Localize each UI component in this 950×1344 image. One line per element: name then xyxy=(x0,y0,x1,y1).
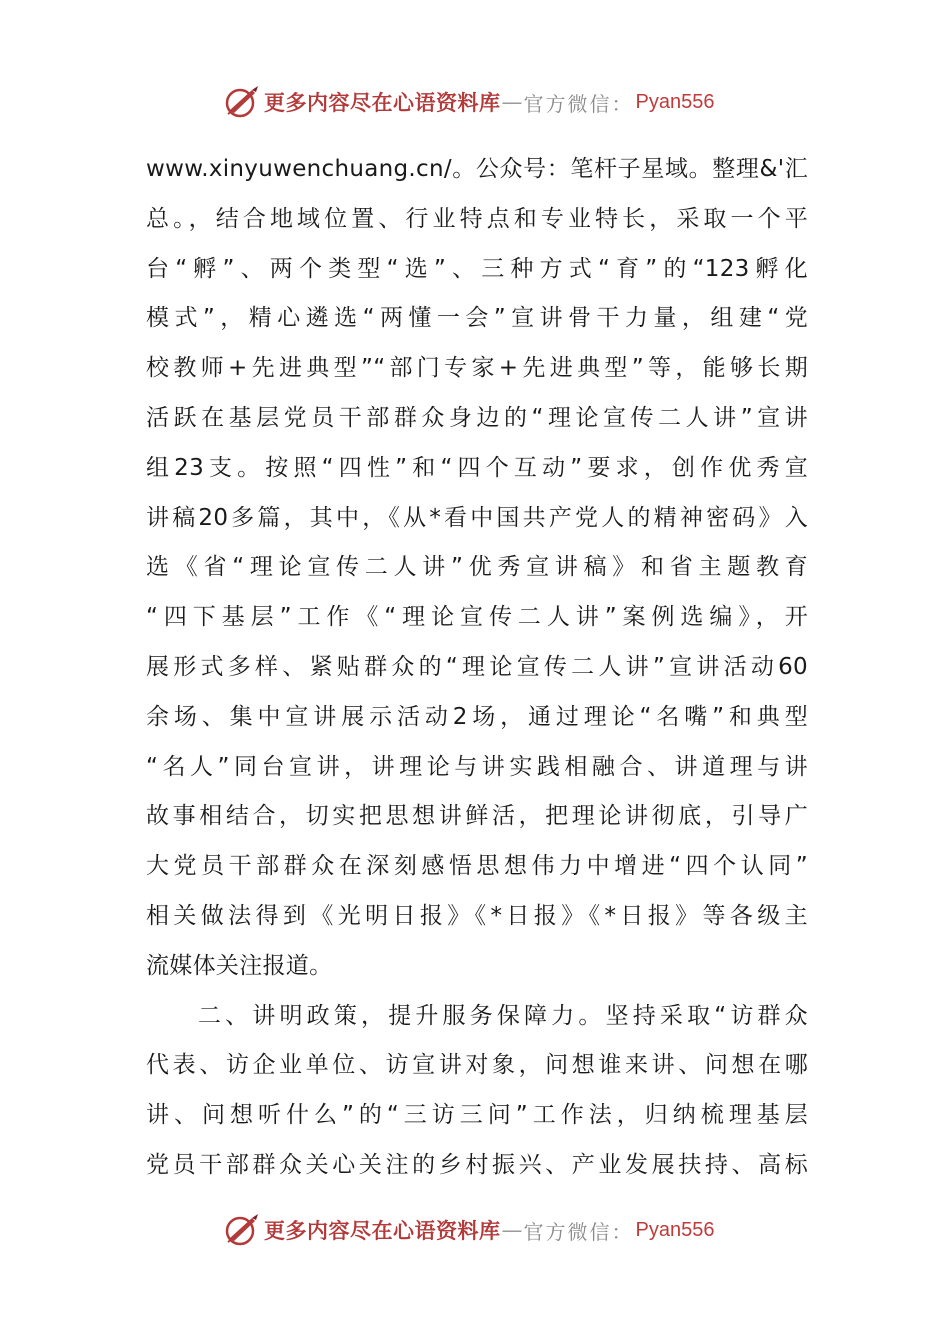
banner-sub-text: 官方微信： xyxy=(523,1219,634,1244)
header-banner xyxy=(222,82,714,122)
banner-sub-text: 官方微信： xyxy=(523,91,634,116)
banner-main-text: 更多内容尽在心语资料库 xyxy=(264,90,501,115)
quill-logo-icon xyxy=(222,82,262,122)
text-line: 讲、问想听什么”的“三访三问”工作法，归纳梳理基层 xyxy=(146,1102,808,1129)
text-line: 总。，结合地域位置、行业特点和专业特长，采取一个平 xyxy=(146,205,808,232)
text-line: 讲稿20多篇，其中，《从*看中国共产党人的精神密码》入 xyxy=(146,504,808,531)
footer-banner xyxy=(222,1210,714,1250)
text-line: 台“孵”、两个类型“选”、三种方式“育”的“123孵化 xyxy=(146,255,808,282)
text-line: www.xinyuwenchuang.cn/。公众号：笔杆子星域。整理&'汇 xyxy=(146,156,808,182)
text-line: 展形式多样、紧贴群众的“理论宣传二人讲”宣讲活动60 xyxy=(146,653,808,680)
banner-handle: Pyan556 xyxy=(635,1218,715,1241)
body-text xyxy=(146,145,808,1191)
text-line: 活跃在基层党员干部群众身边的“理论宣传二人讲”宣讲 xyxy=(146,404,808,431)
text-line: 大党员干部群众在深刻感悟思想伟力中增进“四个认同” xyxy=(146,853,808,880)
banner-handle: Pyan556 xyxy=(635,90,715,113)
text-line: 选《省“理论宣传二人讲”优秀宣讲稿》和省主题教育 xyxy=(146,554,808,581)
text-line: 模式”，精心遴选“两懂一会”宣讲骨干力量，组建“党 xyxy=(146,305,808,332)
banner-dash: — xyxy=(501,90,523,114)
text-line: 校教师+先进典型”“部门专家+先进典型”等，能够长期 xyxy=(146,355,808,382)
text-line: 余场、集中宣讲展示活动2场，通过理论“名嘴”和典型 xyxy=(146,703,808,730)
text-line: 流媒体关注报道。 xyxy=(146,952,333,979)
banner-main-text: 更多内容尽在心语资料库 xyxy=(264,1218,501,1243)
text-line: “名人”同台宣讲，讲理论与讲实践相融合、讲道理与讲 xyxy=(146,753,808,780)
text-line: 组23支。按照“四性”和“四个互动”要求，创作优秀宣 xyxy=(146,454,808,481)
paragraph-start-line: 二、讲明政策，提升服务保障力。坚持采取“访群众 xyxy=(198,1002,808,1029)
text-line: “四下基层”工作《“理论宣传二人讲”案例选编》，开 xyxy=(146,604,808,631)
text-line: 党员干部群众关心关注的乡村振兴、产业发展扶持、高标 xyxy=(146,1151,808,1178)
quill-logo-icon xyxy=(222,1210,262,1250)
text-line: 代表、访企业单位、访宣讲对象，问想谁来讲、问想在哪 xyxy=(146,1052,808,1079)
text-line: 故事相结合，切实把思想讲鲜活，把理论讲彻底，引导广 xyxy=(146,803,808,830)
banner-dash: — xyxy=(501,1218,523,1242)
text-line: 相关做法得到《光明日报》《*日报》《*日报》等各级主 xyxy=(146,902,808,929)
